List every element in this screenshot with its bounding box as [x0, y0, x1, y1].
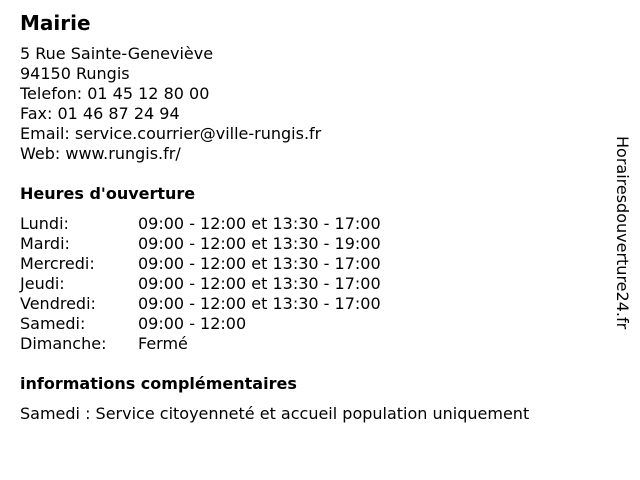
time-value: 09:00 - 12:00 et 13:30 - 17:00 [138, 274, 381, 293]
page-title: Mairie [20, 11, 91, 35]
hours-row-friday [20, 294, 381, 314]
time-value: Fermé [138, 334, 188, 353]
address-block [20, 44, 321, 164]
hours-row-thursday [20, 274, 381, 294]
phone-number: Telefon: 01 45 12 80 00 [20, 84, 210, 103]
website-address: Web: www.rungis.fr/ [20, 144, 181, 163]
hours-row-wednesday [20, 254, 381, 274]
time-value: 09:00 - 12:00 [138, 314, 247, 333]
time-value: 09:00 - 12:00 et 13:30 - 17:00 [138, 254, 381, 273]
fax-number: Fax: 01 46 87 24 94 [20, 104, 180, 123]
day-label: Mercredi: [20, 254, 95, 273]
day-label: Jeudi: [20, 274, 65, 293]
day-label: Vendredi: [20, 294, 96, 313]
street-address: 5 Rue Sainte-Geneviève [20, 44, 214, 63]
email-address: Email: service.courrier@ville-rungis.fr [20, 124, 322, 143]
additional-info-text: Samedi : Service citoyenneté et accueil population uniquement [20, 404, 530, 423]
site-watermark: Horairesdouverture24.fr [613, 136, 632, 330]
day-label: Lundi: [20, 214, 69, 233]
hours-row-sunday [20, 334, 381, 354]
city-postcode: 94150 Rungis [20, 64, 130, 83]
opening-hours-heading: Heures d'ouverture [20, 184, 196, 203]
additional-info-heading: informations complémentaires [20, 374, 297, 393]
hours-row-saturday [20, 314, 381, 334]
day-label: Dimanche: [20, 334, 107, 353]
time-value: 09:00 - 12:00 et 13:30 - 17:00 [138, 214, 381, 233]
hours-row-monday [20, 214, 381, 234]
hours-row-tuesday [20, 234, 381, 254]
opening-hours-table [20, 214, 381, 354]
time-value: 09:00 - 12:00 et 13:30 - 19:00 [138, 234, 381, 253]
day-label: Mardi: [20, 234, 70, 253]
time-value: 09:00 - 12:00 et 13:30 - 17:00 [138, 294, 381, 313]
day-label: Samedi: [20, 314, 86, 333]
